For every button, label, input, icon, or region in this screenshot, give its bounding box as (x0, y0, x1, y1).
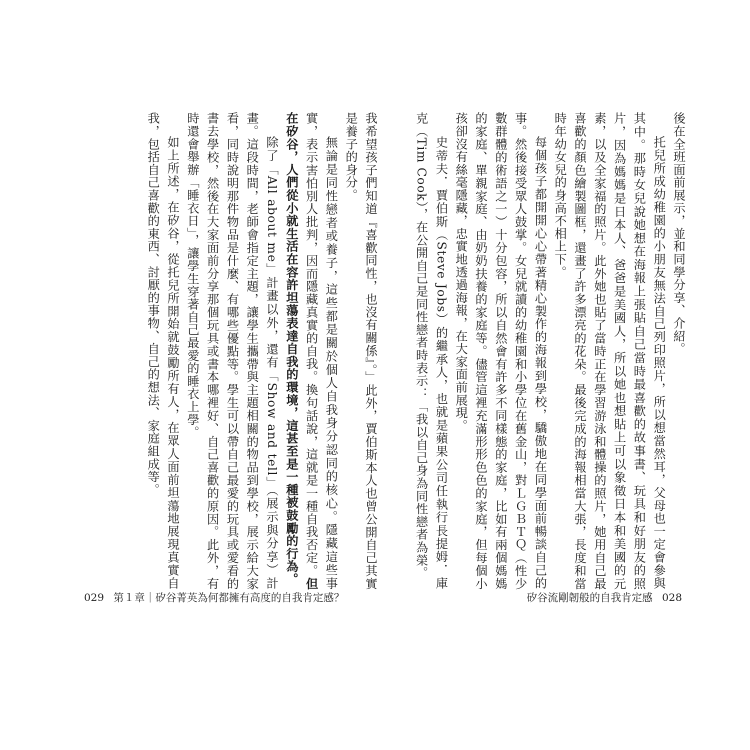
left-page (78, 112, 380, 612)
left-paragraph-3 (182, 112, 281, 590)
left-paragraph-1 (340, 112, 380, 590)
left-paragraph-1-text: 我希望孩子們知道『喜歡同性，也沒有關係』。」此外，賈伯斯本人也曾公開自己其實是養子的身分。 (344, 112, 378, 590)
left-page-number: 029 (84, 592, 105, 604)
right-paragraph-3: 每個孩子都開開心心帶著精心製作的海報到學校，驕傲地在同學面前暢談自己的事。然後接受眾人鼓掌。女兒就讀的幼稚園和小學位在舊金山，對ＬＧＢＴＱ（性少數群體的術語之一）十分包容，所以自然會有許多不同樣態的家庭，比如有兩個媽媽的家庭、單親家庭、由奶奶扶養的家庭等。儘管這裡充滿形形色色的家庭，但每個小孩卻沒有絲毫隱藏，忠實地透過海報，在大家面前展現。 (454, 112, 548, 590)
right-page (390, 112, 688, 612)
left-paragraph-2-text: 無論是同性戀者或養子，這些都是關於個人自我身分認同的核心。隱藏這些事實，表示害怕別人批判，因而隱藏真實的自我。換句話說，這就是一種自我否定。 (304, 112, 339, 590)
running-head-chapter: 第１章｜矽谷菁英為何都擁有高度的自我肯定感？ (113, 592, 345, 604)
left-paragraph-3-text: 除了「All about me」計畫以外，還有「Show and tell」（展示與分享）計畫。這段時間，老師會指定主題，讓學生攜帶與主題相關的物品到學校，展示給大家看，同時說明那件物品是什麼、有哪些優點等。學生可以帶自己最愛的玩具或愛看的書去學校，然後在大家面前分享那個玩具或書本哪裡好、自己喜歡的原因。此外，有時還會舉辦「睡衣日」，讓學生穿著自己最愛的睡衣上學。 (185, 112, 280, 590)
left-paragraph-4-text: 如上所述，在矽谷，從托兒所開始就鼓勵所有人，在眾人面前坦蕩地展現真實自我，包括自己喜歡的東西、討厭的事物、自己的想法、家庭組成等。 (146, 112, 181, 590)
left-paragraph-4 (142, 112, 182, 590)
right-paragraph-2: 托兒所成幼稚園的小朋友無法自己列印照片，所以想當然耳，父母也一定會參與其中。那時女兒說她想在海報上張貼自己當時最喜歡的故事書、玩具和好朋友的照片，因為媽媽是日本人、爸爸是美國人，所以她也想貼上可以象徵日本和美國的元素，以及全家福的照片。此外她也貼了當時正在學習游泳和體操的照片，她用自己最喜歡的顏色繪製圖框，還畫了許多漂亮的花朵。最後完成的海報相當大張，長度和當時年幼女兒的身高不相上下。 (553, 112, 667, 590)
left-page-footer (78, 590, 344, 605)
running-head-book-title: 矽谷流剛韌般的自我肯定感 (526, 592, 653, 604)
right-paragraph-4: 史蒂夫．賈伯斯（Steve Jobs）的繼承人，也就是蘋果公司任執行長提姆．庫克（Tim Cook），在公開自己是同性戀者時表示：「我以自己身為同性戀者為榮。 (414, 112, 449, 590)
left-paragraph-2 (281, 112, 340, 590)
right-page-footer (527, 590, 688, 605)
right-page-number: 028 (661, 592, 682, 604)
right-paragraph-1: 後在全班面前展示，並和同學分享、介紹。 (672, 112, 686, 356)
left-paragraph-2-bold-text: 但在矽谷，人們從小就生活在容許坦蕩表達自我的環境，這甚至是一種被鼓勵的行為。 (284, 112, 319, 590)
left-page-body (78, 112, 380, 590)
right-page-body (390, 112, 688, 590)
